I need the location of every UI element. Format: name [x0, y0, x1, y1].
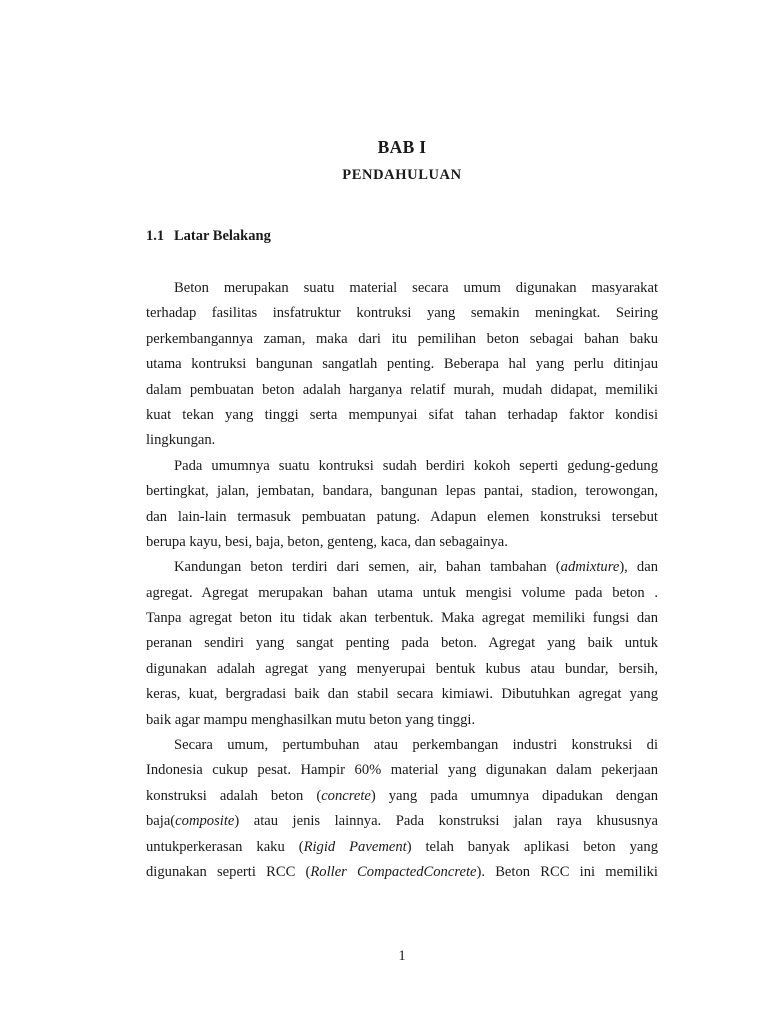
text-line — [146, 631, 658, 656]
paragraph — [146, 555, 658, 733]
text-line — [146, 784, 658, 809]
text-line — [146, 276, 658, 301]
text-segment: Pada umumnya suatu kontruksi sudah berdiri kokoh seperti gedung-gedung — [174, 457, 658, 474]
text-line — [146, 682, 658, 707]
text-line — [146, 301, 658, 326]
italic-term: composite — [175, 813, 235, 830]
text-segment: Kandungan beton terdiri dari semen, air, bahan tambahan ( — [174, 559, 561, 576]
text-segment: ). Beton RCC ini memiliki — [476, 863, 658, 880]
text-line — [146, 581, 658, 606]
text-segment: bertingkat, jalan, jembatan, bandara, bangunan lepas pantai, stadion, terowongan, — [146, 483, 658, 500]
text-line — [146, 835, 658, 860]
paragraph — [146, 454, 658, 556]
text-segment: ) yang pada umumnya dipadukan dengan — [370, 787, 658, 804]
text-segment: perkembangannya zaman, maka dari itu pemilihan beton sebagai bahan baku — [146, 330, 658, 347]
text-line — [146, 708, 658, 733]
paragraph — [146, 733, 658, 885]
italic-term: Rigid Pavement — [303, 838, 407, 855]
text-segment: Secara umum, pertumbuhan atau perkembangan industri konstruksi di — [174, 737, 658, 754]
text-segment: ), dan — [619, 559, 658, 576]
text-segment: keras, kuat, bergradasi baik dan stabil secara kimiawi. Dibutuhkan agregat yang — [146, 686, 658, 703]
text-line — [146, 505, 658, 530]
text-segment: berupa kayu, besi, baja, beton, genteng, kaca, dan sebagainya. — [146, 533, 508, 550]
section-number: 1.1 — [146, 228, 165, 244]
text-line — [146, 479, 658, 504]
text-segment: agregat. Agregat merupakan bahan utama untuk mengisi volume pada beton . — [146, 584, 658, 601]
body-text — [146, 276, 658, 885]
text-line — [146, 352, 658, 377]
text-segment: digunakan seperti RCC ( — [146, 863, 311, 880]
text-line — [146, 428, 658, 453]
section-heading — [146, 228, 271, 245]
text-segment: lingkungan. — [146, 432, 216, 449]
text-segment: Beton merupakan suatu material secara umum digunakan masyarakat — [174, 280, 658, 296]
text-segment: baja( — [146, 813, 176, 830]
text-segment: dalam pembuatan beton adalah harganya relatif murah, mudah didapat, memiliki — [146, 381, 658, 398]
text-line — [146, 378, 658, 403]
paragraph — [146, 276, 658, 454]
text-segment: terhadap fasilitas insfatruktur kontruksi yang semakin meningkat. Seiring — [146, 305, 658, 322]
text-segment: baik agar mampu menghasilkan mutu beton yang tinggi. — [146, 711, 476, 728]
text-segment: peranan sendiri yang sangat penting pada beton. Agregat yang baik untuk — [146, 635, 658, 652]
text-line — [146, 733, 658, 758]
text-segment: ) atau jenis lainnya. Pada konstruksi jalan raya khususnya — [234, 813, 658, 830]
italic-term: concrete — [321, 787, 371, 804]
text-segment: untukperkerasan kaku ( — [146, 838, 304, 855]
text-segment: digunakan adalah agregat yang menyerupai bentuk kubus atau bundar, bersih, — [146, 660, 658, 677]
chapter-title: PENDAHULUAN — [342, 167, 462, 183]
text-segment: ) telah banyak aplikasi beton yang — [406, 838, 658, 855]
text-line — [146, 758, 658, 783]
text-line — [146, 327, 658, 352]
italic-term: Roller CompactedConcrete — [310, 863, 477, 880]
text-segment: Indonesia cukup pesat. Hampir 60% material yang digunakan dalam pekerjaan — [146, 762, 658, 779]
italic-term: admixture — [560, 559, 620, 576]
page-number: 1 — [398, 948, 406, 964]
text-segment: konstruksi adalah beton ( — [146, 787, 322, 804]
section-title: Latar Belakang — [174, 228, 271, 244]
text-line — [146, 403, 658, 428]
text-segment: kuat tekan yang tinggi serta mempunyai sifat tahan terhadap faktor kondisi — [146, 406, 658, 423]
chapter-number: BAB I — [377, 137, 427, 157]
text-segment: Tanpa agregat beton itu tidak akan terbentuk. Maka agregat memiliki fungsi dan — [146, 610, 658, 627]
text-line — [146, 555, 658, 580]
text-line — [146, 454, 658, 479]
text-segment: dan lain-lain termasuk pembuatan patung. Adapun elemen konstruksi tersebut — [146, 508, 658, 525]
text-line — [146, 657, 658, 682]
text-line — [146, 809, 658, 834]
text-line — [146, 530, 658, 555]
text-line — [146, 860, 658, 885]
text-line — [146, 606, 658, 631]
text-segment: utama kontruksi bangunan sangatlah penting. Beberapa hal yang perlu ditinjau — [146, 356, 658, 373]
